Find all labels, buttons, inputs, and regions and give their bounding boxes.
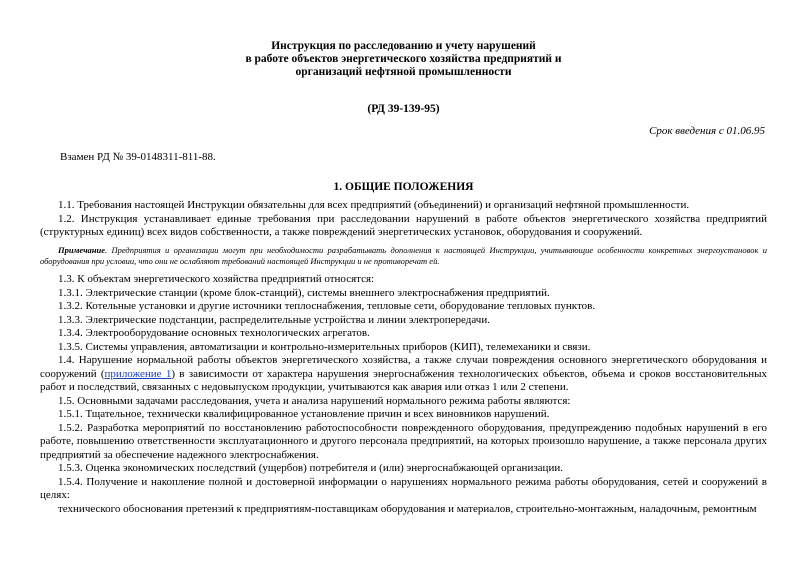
paragraph-1-5-1: 1.5.1. Тщательное, технически квалифицированное установление причин и всех виновников нарушений.: [58, 408, 550, 420]
paragraph-1-5: 1.5. Основными задачами расследования, учета и анализа нарушений нормального режима работы являются:: [58, 394, 571, 407]
section-title: 1. ОБЩИЕ ПОЛОЖЕНИЯ: [333, 181, 474, 193]
paragraph-1-4-start: 1.4. Нарушение нормальной работы объектов энергетического хозяйства, а также случаи повреждения основного энергетического оборудования и сооружений (: [40, 354, 767, 380]
document-title-line-2: в работе объектов энергетического хозяйства предприятий и: [245, 53, 562, 65]
effective-date: Срок введения с 01.06.95: [649, 125, 765, 137]
paragraph-1-4-end: ) в зависимости от характера нарушения энергоснабжения технологических объектов, объема и сроков восстановительных работ и последствий, связанных с недовыпуском продукции, учитываются как авария или отказ 1 или 2 степени.: [40, 367, 768, 393]
section-body-part-1: [40, 199, 767, 240]
paragraph-1-3-2: 1.3.2. Котельные установки и другие источники теплоснабжения, тепловые сети, оборудование тепловых пунктов.: [58, 300, 596, 312]
paragraph-1-3-5: 1.3.5. Системы управления, автоматизации и контрольно-измерительных приборов (КИП), телемеханики и связи.: [58, 340, 591, 353]
paragraph-1-1: 1.1. Требования настоящей Инструкции обязательны для всех предприятий (объединений) и организаций нефтяной промышленности.: [58, 199, 690, 211]
paragraph-1-4: [40, 354, 767, 395]
paragraph-continuation: технического обоснования претензий к предприятиям-поставщикам оборудования и материалов, строительно-монтажным, наладочным, ремонтным: [58, 502, 757, 515]
paragraph-1-3-1: 1.3.1. Электрические станции (кроме блок-станций), системы внешнего электроснабжения предприятий.: [58, 286, 550, 299]
paragraph-1-3: 1.3. К объектам энергетического хозяйства предприятий относятся:: [58, 273, 375, 285]
paragraph-1-2: 1.2. Инструкция устанавливает единые требования при расследовании нарушений в работе объектов энергетического хозяйства предприятий (структурных единиц) всех видов собственности, а также повреждений энергетических установок, оборудования и сооружений.: [40, 212, 767, 238]
replaces-note: Взамен РД № 39-0148311-811-88.: [60, 151, 216, 163]
note-text: . Предприятия и организации могут при необходимости разрабатывать дополнения к настоящей Инструкции, учитывающие особенности конкретных энергоустановок и оборудования при условии, что они не ослабляют требований настоящей Инструкции и не противоречат ей.: [40, 245, 767, 266]
document-title-line-1: Инструкция по расследованию и учету нарушений: [271, 40, 536, 52]
paragraph-1-5-3: 1.5.3. Оценка экономических последствий (ущербов) потребителя и (или) энергоснабжающей организации.: [58, 462, 563, 474]
section-body-part-2: [40, 273, 767, 516]
appendix-1-link[interactable]: приложение 1: [104, 367, 172, 380]
note: [40, 245, 767, 267]
document-code: (РД 39-139-95): [367, 103, 440, 115]
document-title-line-3: организаций нефтяной промышленности: [295, 66, 512, 78]
note-label: Примечание: [58, 245, 106, 255]
paragraph-1-5-4: 1.5.4. Получение и накопление полной и достоверной информации о нарушениях нормального режима работы оборудования, сетей и сооружений в целях:: [40, 475, 767, 501]
paragraph-1-3-3: 1.3.3. Электрические подстанции, распределительные устройства и линии электропередачи.: [58, 313, 490, 326]
paragraph-1-3-4: 1.3.4. Электрооборудование основных технологических агрегатов.: [58, 327, 370, 339]
paragraph-1-5-2: 1.5.2. Разработка мероприятий по восстановлению работоспособности поврежденного оборудования, предупреждению подобных нарушений в его работе, повышению ответственности эксплуатационного и другого персонала предприятий, на которых произошло нарушение, а также персонала других предприятий за обеспечение надежного электроснабжения.: [40, 421, 767, 461]
